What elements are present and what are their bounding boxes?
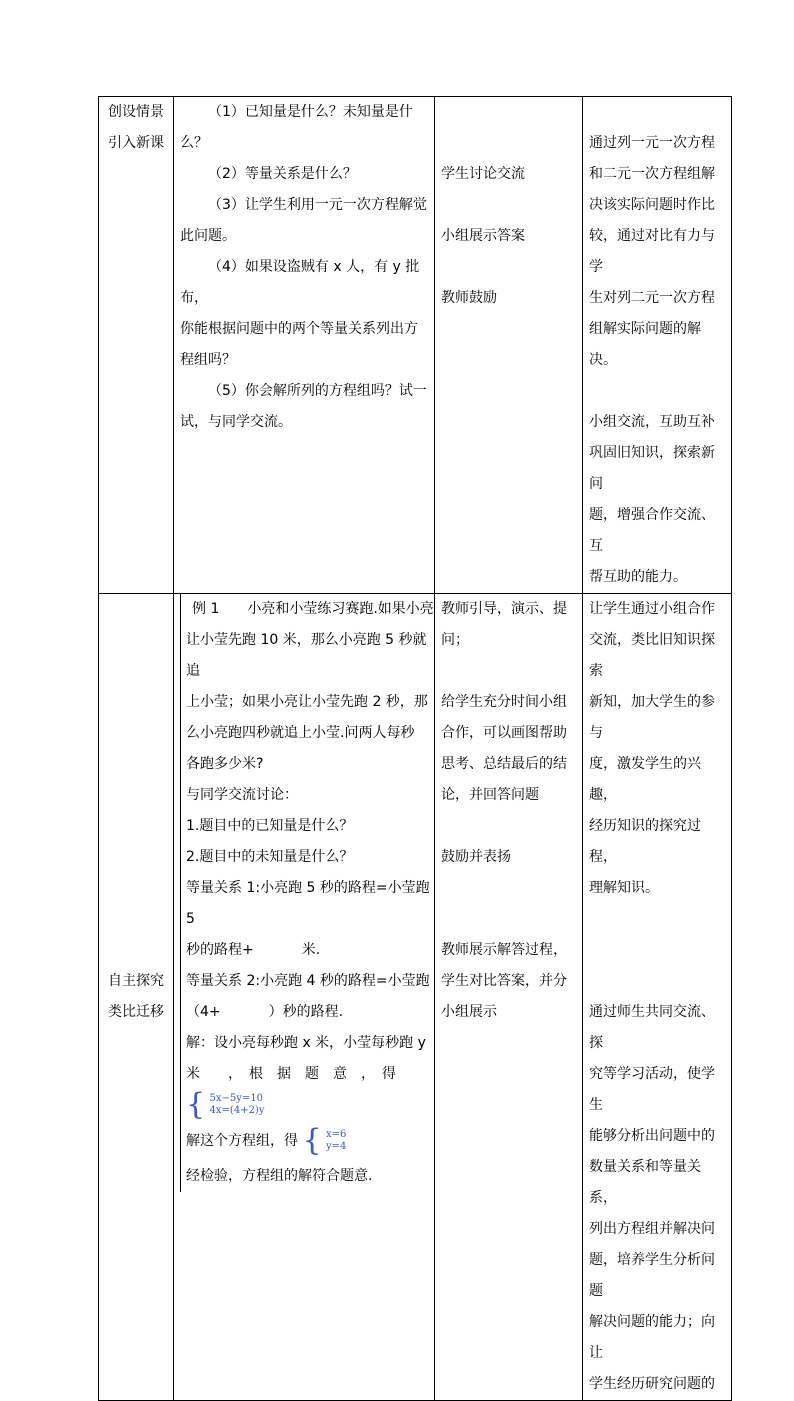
equation-system [186, 1087, 434, 1122]
brace-icon: { [186, 1087, 206, 1122]
teacher-activity: 思考、总结最后的结 [441, 756, 567, 772]
intent-line: 理解知识。 [589, 880, 659, 896]
intent-line: 究等学习活动，使学生 [589, 1066, 715, 1113]
brace-icon: { [302, 1123, 322, 1158]
example-text: 让小莹先跑 10 米，那么小亮跑 5 秒就追 [186, 632, 427, 679]
solution-line: 米 ， 根 据 题 意 ， 得 [186, 1066, 396, 1082]
content-cell [174, 97, 435, 594]
intent-line: 通过师生共同交流、探 [589, 1004, 715, 1051]
example-text: 么小亮跑四秒就追上小莹.问两人每秒 [186, 725, 415, 741]
intent-line: 度，激发学生的兴趣， [589, 756, 701, 803]
intent-line: 经历知识的探究过程， [589, 818, 701, 865]
answer: x=6 [326, 1129, 347, 1140]
teacher-activity: 学生对比答案，并分 [441, 973, 567, 989]
teacher-activity-cell [435, 594, 583, 1401]
question-2: （2）等量关系是什么？ [208, 166, 357, 182]
table-row [99, 97, 732, 594]
question-3-cont: 此问题。 [180, 228, 236, 244]
content-cell [174, 594, 435, 1401]
intent-line: 题，增强合作交流、互 [589, 507, 715, 554]
intent-line: 较，通过对比有力与学 [589, 228, 715, 275]
solution-result [186, 1121, 434, 1161]
teacher-activity: 教师鼓励 [441, 290, 497, 306]
design-intent-cell [583, 97, 732, 594]
teacher-activity: 论，并回答问题 [441, 787, 539, 803]
stage-label: 类比迁移 [108, 1004, 164, 1020]
stage-label: 创设情景 [108, 104, 164, 120]
relation-1: 等量关系 1:小亮跑 5 秒的路程=小莹跑 5 [186, 880, 430, 927]
intent-line: 列出方程组并解决问 [589, 1221, 715, 1237]
question-1-cont: 么？ [180, 135, 208, 151]
teacher-activity: 学生讨论交流 [441, 166, 525, 182]
solution-text: 解这个方程组，得 [186, 1133, 298, 1149]
intent-line: 生对列二元一次方程 [589, 290, 715, 306]
relation-1-cont [186, 935, 434, 966]
example-text: 上小莹；如果小亮让小莹先跑 2 秒，那 [186, 694, 428, 710]
discussion-prompt: 与同学交流讨论： [186, 787, 298, 803]
table-row [99, 594, 732, 1401]
question-4-cont: 程组吗？ [180, 352, 236, 368]
question-5-cont: 试，与同学交流。 [180, 414, 292, 430]
teacher-activity: 合作，可以画图帮助 [441, 725, 567, 741]
equation: 5x−5y=10 [209, 1093, 264, 1104]
intent-line: 巩固旧知识，探索新问 [589, 445, 715, 492]
relation-2-unit: ）秒的路程. [268, 1004, 344, 1020]
question-4-cont: 你能根据问题中的两个等量关系列出方 [180, 321, 418, 337]
relation-2-text: （4+ [186, 1004, 221, 1020]
intent-line: 学生经历研究问题的 [589, 1376, 715, 1392]
intent-line: 数量关系和等量关系， [589, 1159, 701, 1206]
intent-line: 交流，类比旧知识探索 [589, 632, 715, 679]
intent-line: 决该实际问题时作比 [589, 197, 715, 213]
teacher-activity: 教师引导，演示、提 [441, 601, 567, 617]
teacher-activity-cell [435, 97, 583, 594]
relation-1-text: 秒的路程+ [186, 942, 254, 958]
equation: 4x=(4+2)y [209, 1105, 265, 1116]
intent-line: 让学生通过小组合作 [589, 601, 715, 617]
teacher-activity: 鼓励并表扬 [441, 849, 511, 865]
intent-line: 通过列一元一次方程 [589, 135, 715, 151]
relation-1-unit: 米. [301, 942, 321, 958]
relation-2-cont [186, 997, 434, 1028]
question-4: （4）如果设盗贼有 x 人，有 y 批布， [180, 259, 420, 306]
discussion-item: 1.题目中的已知量是什么？ [186, 818, 354, 834]
discussion-item: 2.题目中的未知量是什么？ [186, 849, 354, 865]
answer: y=4 [326, 1141, 347, 1152]
example-text: 各跑多少米? [186, 756, 264, 772]
stage-cell [99, 594, 174, 1401]
question-3: （3）让学生利用一元一次方程解觉 [208, 197, 427, 213]
design-intent-cell [583, 594, 732, 1401]
intent-line: 小组交流，互助互补 [589, 414, 715, 430]
stage-label: 自主探究 [108, 973, 164, 989]
intent-line: 能够分析出问题中的 [589, 1128, 715, 1144]
teacher-activity: 问； [441, 632, 469, 648]
solution-line: 解：设小亮每秒跑 x 米，小莹每秒跑 y [186, 1035, 426, 1051]
intent-line: 组解实际问题的解决。 [589, 321, 701, 368]
intent-line: 新知，加大学生的参与 [589, 694, 715, 741]
intent-line: 解决问题的能力；向让 [589, 1314, 715, 1361]
question-1: （1）已知量是什么？未知量是什 [208, 104, 413, 120]
teacher-activity: 小组展示答案 [441, 228, 525, 244]
intent-line: 和二元一次方程组解 [589, 166, 715, 182]
solution-line: 经检验，方程组的解符合题意. [186, 1168, 373, 1184]
lesson-plan-table [98, 96, 732, 1401]
teacher-activity: 小组展示 [441, 1004, 497, 1020]
relation-2: 等量关系 2:小亮跑 4 秒的路程=小莹跑 [186, 973, 430, 989]
question-5: （5）你会解所列的方程组吗？试一 [208, 383, 427, 399]
example-text: 例 1 小亮和小莹练习赛跑.如果小亮 [192, 601, 434, 617]
teacher-activity: 给学生充分时间小组 [441, 694, 567, 710]
stage-label: 引入新课 [108, 135, 164, 151]
intent-line: 题，培养学生分析问题 [589, 1252, 715, 1299]
stage-cell [99, 97, 174, 594]
teacher-activity: 教师展示解答过程， [441, 942, 567, 958]
intent-line: 帮互助的能力。 [589, 569, 687, 585]
